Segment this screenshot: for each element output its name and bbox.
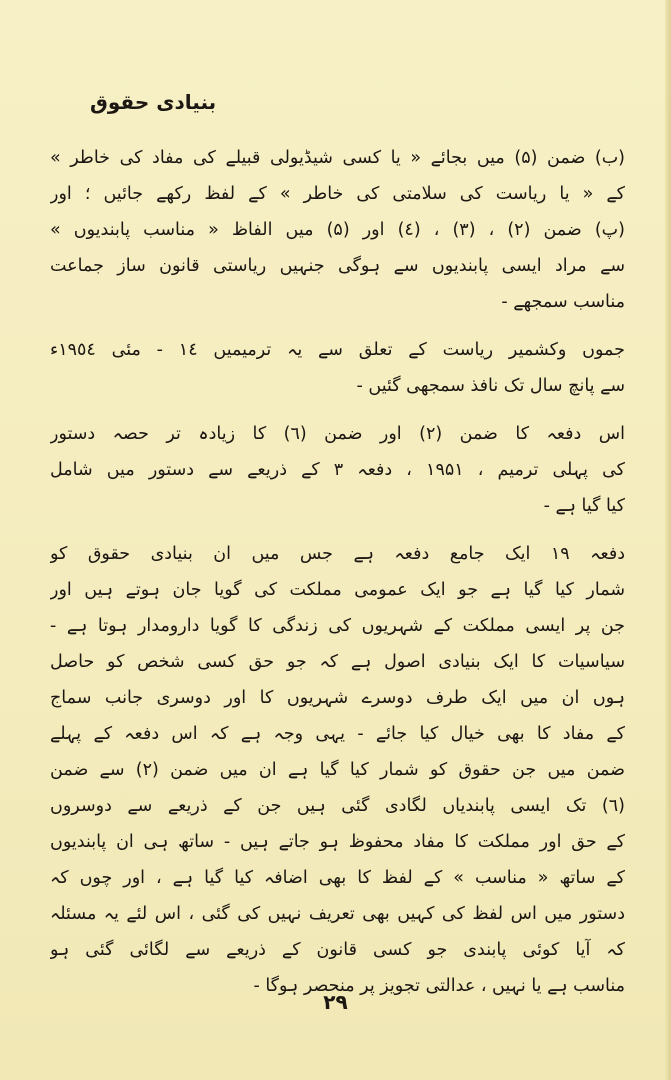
text-line: سے مراد ایسی پابندیوں سے ہوگی جنہیں ریاستی قانون ساز جماعت xyxy=(50,256,625,276)
text-line: ضمن میں جن حقوق کو شمار کیا گیا ہے ان میں ضمن (۲) سے ضمن xyxy=(50,760,625,780)
page-body xyxy=(50,140,625,1016)
page-number: ۲۹ xyxy=(323,990,348,1014)
text-line: اس دفعہ کا ضمن (۲) اور ضمن (٦) کا زیادہ تر حصہ دستور xyxy=(50,424,625,444)
text-line: ہوں ان میں ایک طرف دوسرے شہریوں کا اور دوسری جانب سماج xyxy=(50,688,625,708)
text-line: کے « یا ریاست کی سلامتی کی خاطر » کے لفظ رکھے جائیں ؛ اور xyxy=(50,184,625,204)
text-line: کیا گیا ہے - xyxy=(543,496,625,516)
text-line: (ب) ضمن (۵) میں بجائے « یا کسی شیڈیولی قبیلے کی مفاد کی خاطر » xyxy=(50,148,625,168)
text-line: مناسب ہے یا نہیں ، عدالتی تجویز پر منحصر ہوگا - xyxy=(253,976,625,996)
paragraph xyxy=(50,332,625,404)
text-line: سیاسیات کا ایک بنیادی اصول ہے کہ جو حق کسی شخص کو حاصل xyxy=(50,652,625,672)
text-line: سے پانچ سال تک نافذ سمجھی گئیں - xyxy=(356,376,625,396)
paragraph xyxy=(50,140,625,320)
text-line: کے ساتھ « مناسب » کے لفظ کا بھی اضافہ کیا گیا ہے ، اور چوں کہ xyxy=(50,868,625,888)
text-line: شمار کیا گیا ہے جو ایک عمومی مملکت کی گویا جان ہوتے ہیں اور xyxy=(50,580,625,600)
text-line: جن پر ایسی مملکت کے شہریوں کی زندگی کا گویا دارومدار ہوتا ہے - xyxy=(50,616,625,636)
text-line: مناسب سمجھے - xyxy=(501,292,625,312)
text-line: دستور میں اس لفظ کی کہیں بھی تعریف نہیں کی گئی ، اس لئے یہ مسئلہ xyxy=(50,904,625,924)
text-line: کہ آیا کوئی پابندی جو کسی قانون کے ذریعے سے لگائی گئی ہو xyxy=(50,940,625,960)
text-line: کی پہلی ترمیم ، ۱۹۵۱ ، دفعہ ۳ کے ذریعے سے دستور میں شامل xyxy=(50,460,625,480)
text-line: جموں وکشمیر ریاست کے تعلق سے یہ ترمیمیں ١٤ - مئی ١٩٥٤ء xyxy=(50,340,625,360)
text-line: دفعہ ۱۹ ایک جامع دفعہ ہے جس میں ان بنیادی حقوق کو xyxy=(50,544,625,564)
text-line: (پ) ضمن (۲) ، (۳) ، (٤) اور (۵) میں الفاظ « مناسب پابندیوں » xyxy=(50,220,625,240)
text-line: کے مفاد کا بھی خیال کیا جائے - یہی وجہ ہے کہ اس دفعہ کے پہلے xyxy=(50,724,625,744)
paragraph xyxy=(50,536,625,1004)
running-head: بنیادی حقوق xyxy=(90,90,217,114)
text-line: (٦) تک ایسی پابندیاں لگادی گئی ہیں جن کے ذریعے سے دوسروں xyxy=(50,796,625,816)
paragraph xyxy=(50,416,625,524)
page-edge xyxy=(665,0,671,1080)
text-line: کے حق اور مملکت کا مفاد محفوظ ہو جاتے ہیں - ساتھ ہی ان پابندیوں xyxy=(50,832,625,852)
